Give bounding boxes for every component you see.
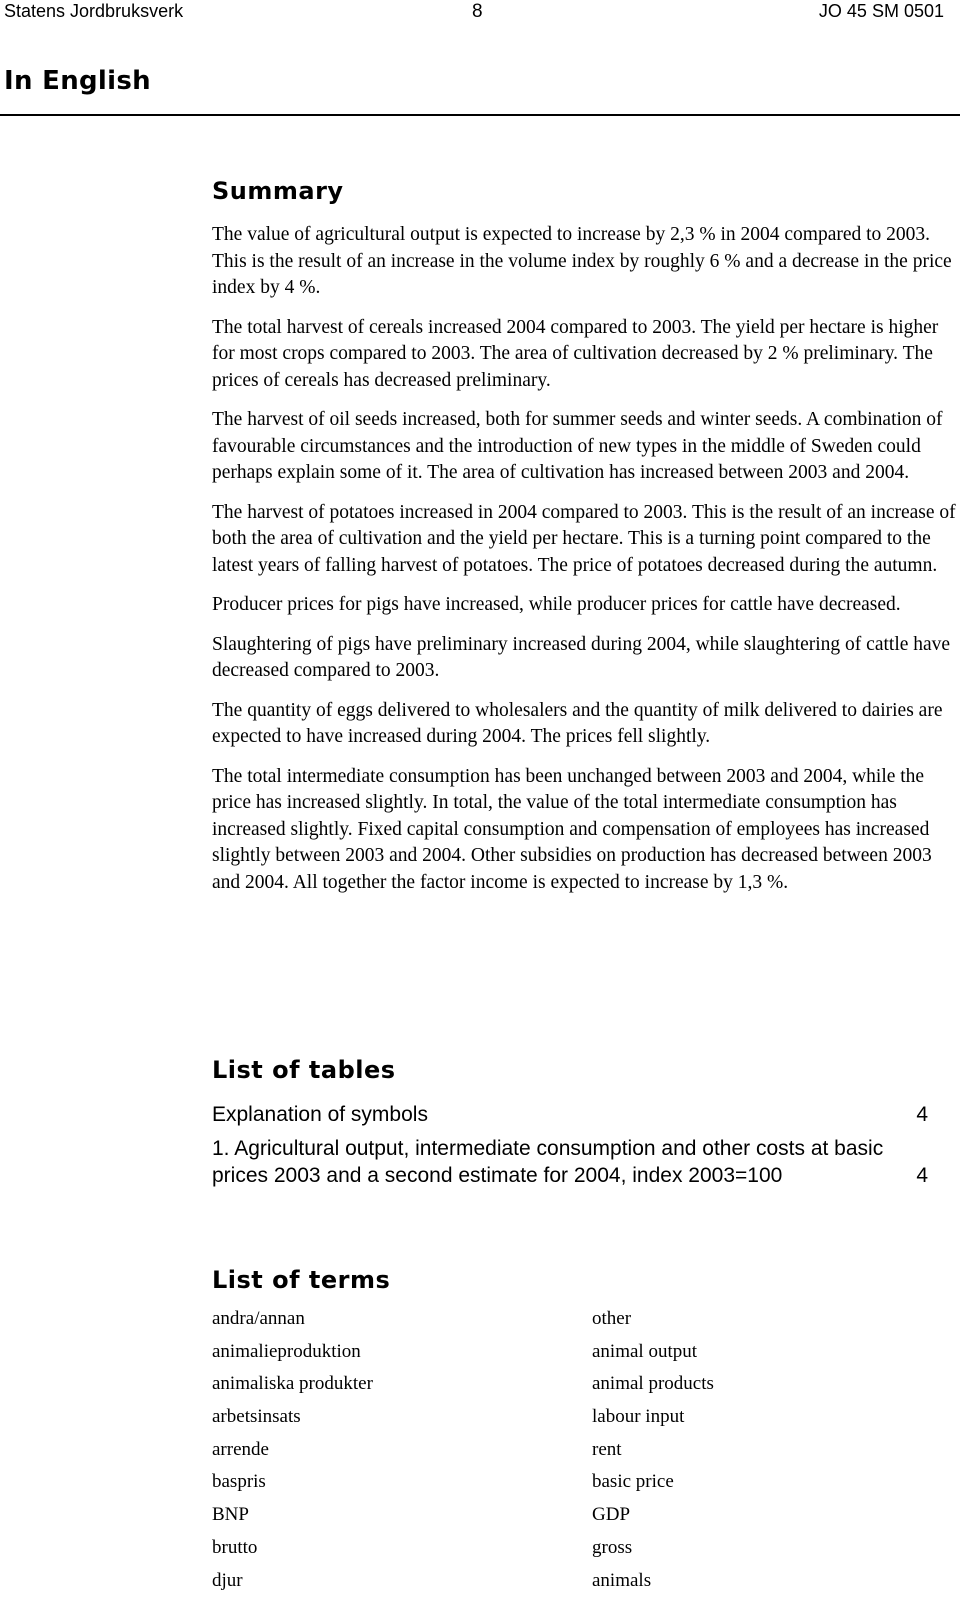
list-of-tables-heading: List of tables (212, 1056, 396, 1084)
term-swedish: arbetsinsats (212, 1406, 301, 1428)
term-row (212, 1570, 812, 1602)
list-of-terms-heading: List of terms (212, 1266, 390, 1294)
term-row (212, 1504, 812, 1537)
term-row (212, 1439, 812, 1472)
summary-paragraph: The quantity of eggs delivered to wholesalers and the quantity of milk delivered to dairies are expected to have increased during 2004. The prices fell slightly. (212, 698, 956, 751)
term-english: animal products (592, 1373, 714, 1395)
summary-body (212, 222, 956, 909)
term-swedish: djur (212, 1570, 243, 1592)
term-row (212, 1471, 812, 1504)
term-row (212, 1406, 812, 1439)
term-swedish: andra/annan (212, 1308, 305, 1330)
summary-paragraph: The total intermediate consumption has been unchanged between 2003 and 2004, while the price has increased slightly. In total, the value of the total intermediate consumption has increased slightly. Fixed capital consumption and compensation of employees has increased slightly between 2003 and 2004. Other subsidies on production has decreased between 2003 and 2004. All together the factor income is expected to increase by 1,3 %. (212, 764, 956, 897)
header-doc-code: JO 45 SM 0501 (819, 1, 944, 22)
term-english: labour input (592, 1406, 684, 1428)
term-row (212, 1537, 812, 1570)
summary-paragraph: The harvest of potatoes increased in 2004 compared to 2003. This is the result of an increase of both the area of cultivation and the yield per hectare. This is a turning point compared to the latest years of falling harvest of potatoes. The price of potatoes decreased during the autumn. (212, 500, 956, 580)
header-page-number: 8 (472, 1, 483, 23)
summary-heading: Summary (212, 177, 344, 205)
term-row (212, 1308, 812, 1341)
term-swedish: arrende (212, 1439, 269, 1461)
summary-paragraph: The total harvest of cereals increased 2004 compared to 2003. The yield per hectare is higher for most crops compared to 2003. The area of cultivation decreased by 2 % preliminary. The prices of cereals has decreased preliminary. (212, 315, 956, 395)
page-header (0, 0, 960, 28)
term-english: animal output (592, 1341, 697, 1363)
list-of-tables (212, 1101, 928, 1196)
toc-entry[interactable] (212, 1101, 928, 1128)
term-swedish: brutto (212, 1537, 257, 1559)
term-english: basic price (592, 1471, 674, 1493)
page-title: In English (4, 66, 151, 96)
term-swedish: baspris (212, 1471, 266, 1493)
term-swedish: animalieproduktion (212, 1341, 361, 1363)
toc-entry-title: Explanation of symbols (212, 1101, 892, 1128)
summary-paragraph: Producer prices for pigs have increased, while producer prices for cattle have decreased. (212, 592, 956, 619)
title-divider (0, 114, 960, 116)
term-english: GDP (592, 1504, 630, 1526)
list-of-terms (212, 1308, 812, 1602)
toc-entry-page: 4 (916, 1162, 928, 1189)
term-swedish: BNP (212, 1504, 249, 1526)
toc-entry[interactable] (212, 1135, 928, 1189)
term-row (212, 1373, 812, 1406)
term-swedish: animaliska produkter (212, 1373, 373, 1395)
summary-paragraph: The harvest of oil seeds increased, both for summer seeds and winter seeds. A combination of favourable circumstances and the introduction of new types in the middle of Sweden could perhaps explain some of it. The area of cultivation has increased between 2003 and 2004. (212, 407, 956, 487)
term-english: other (592, 1308, 631, 1330)
term-english: animals (592, 1570, 651, 1592)
summary-paragraph: The value of agricultural output is expected to increase by 2,3 % in 2004 compared to 2003. This is the result of an increase in the volume index by roughly 6 % and a decrease in the price index by 4 %. (212, 222, 956, 302)
term-row (212, 1341, 812, 1374)
term-english: gross (592, 1537, 632, 1559)
header-org: Statens Jordbruksverk (4, 1, 183, 22)
term-english: rent (592, 1439, 622, 1461)
toc-entry-title: 1. Agricultural output, intermediate consumption and other costs at basic prices 2003 and a second estimate for 2004, index 2003=100 (212, 1135, 892, 1189)
summary-paragraph: Slaughtering of pigs have preliminary increased during 2004, while slaughtering of cattle have decreased compared to 2003. (212, 632, 956, 685)
toc-entry-page: 4 (916, 1101, 928, 1128)
